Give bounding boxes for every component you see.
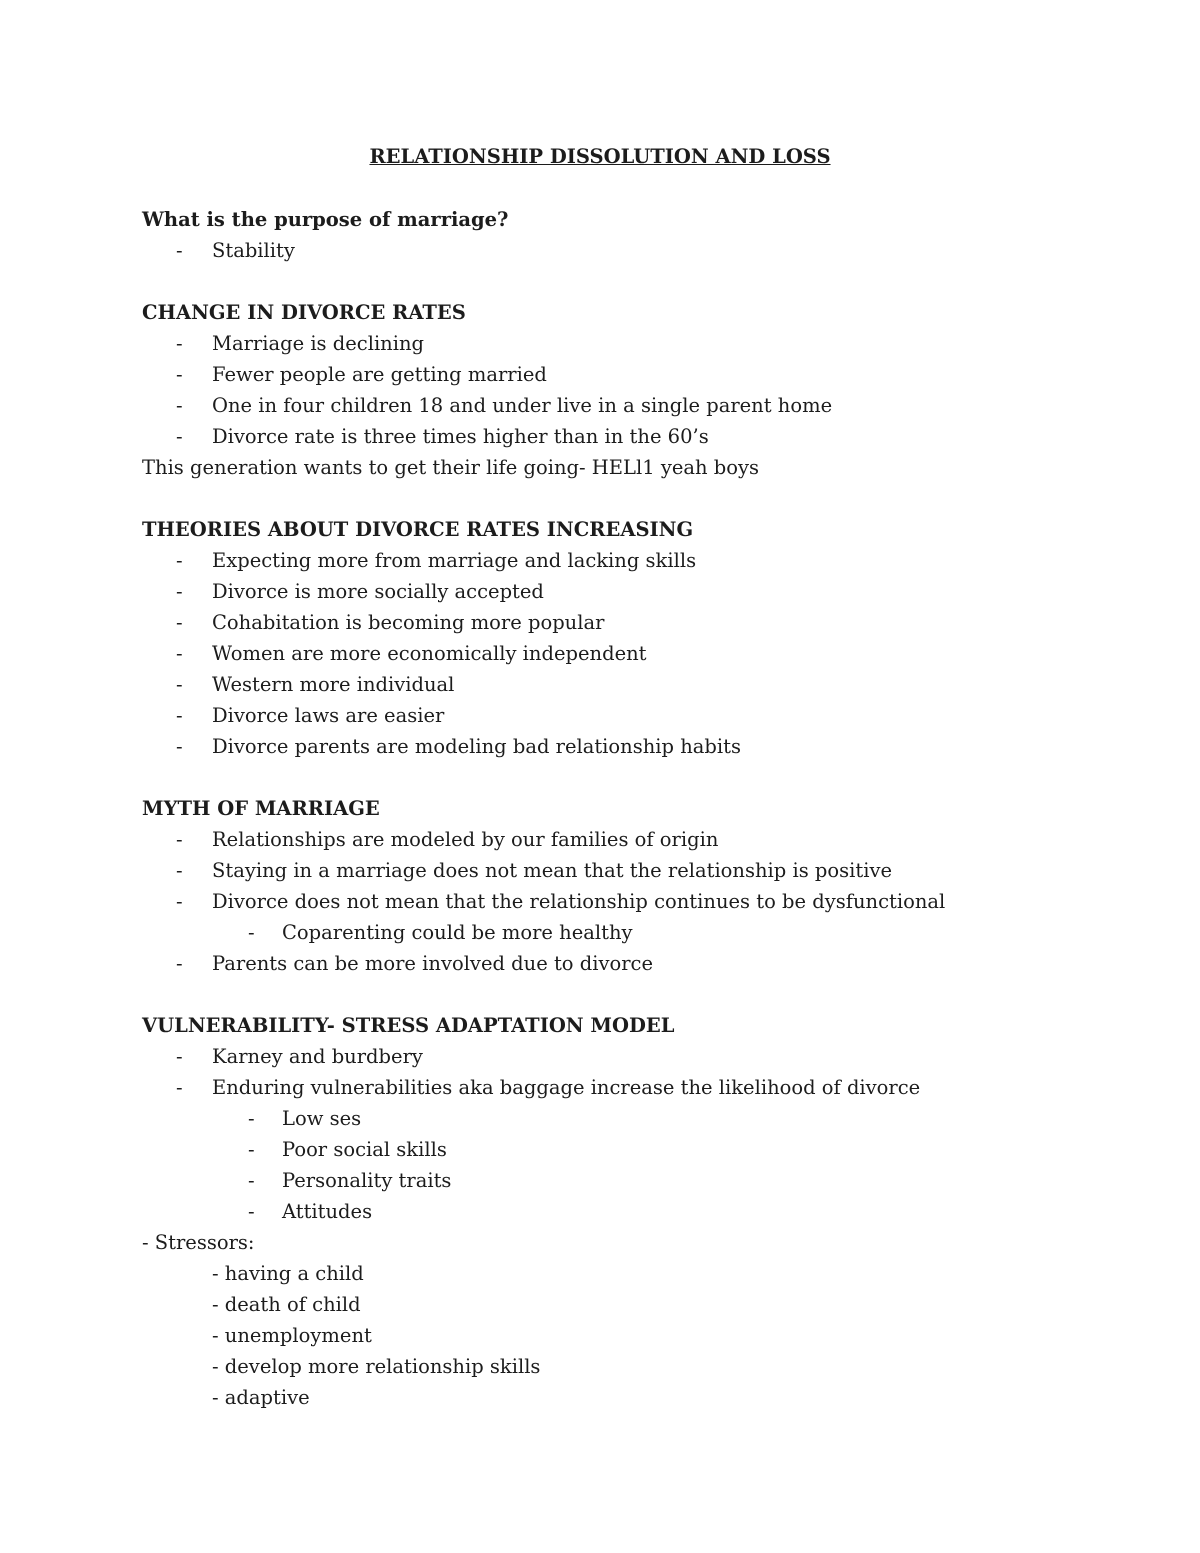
list-item: Relationships are modeled by our families of origin [212, 828, 719, 851]
stressor-item: - having a child [212, 1262, 364, 1285]
list-item: Staying in a marriage does not mean that the relationship is positive [212, 859, 892, 882]
bullet-dash: - [176, 549, 183, 572]
list-item: One in four children 18 and under live in a single parent home [212, 394, 833, 417]
bullet-dash: - [176, 394, 183, 417]
list-item: Expecting more from marriage and lacking skills [212, 549, 697, 572]
bullet-dash: - [176, 363, 183, 386]
bullet-dash: - [176, 642, 183, 665]
sub-list-item: Low ses [282, 1107, 362, 1130]
section-heading-vsa: VULNERABILITY- STRESS ADAPTATION MODEL [142, 1014, 675, 1037]
sub-list-item: Coparenting could be more healthy [282, 921, 633, 944]
section-heading-myth: MYTH OF MARRIAGE [142, 797, 380, 820]
sub-bullet-dash: - [248, 1107, 255, 1130]
list-item: Marriage is declining [212, 332, 425, 355]
list-item: Divorce is more socially accepted [212, 580, 544, 603]
list-item: Parents can be more involved due to divorce [212, 952, 653, 975]
bullet-dash: - [176, 239, 183, 262]
section-note: This generation wants to get their life going- HELl1 yeah boys [142, 456, 760, 479]
bullet-dash: - [176, 859, 183, 882]
bullet-dash: - [176, 580, 183, 603]
bullet-dash: - [176, 828, 183, 851]
bullet-dash: - [176, 673, 183, 696]
list-item: Stability [212, 239, 295, 262]
sub-bullet-dash: - [248, 1169, 255, 1192]
bullet-dash: - [176, 952, 183, 975]
bullet-dash: - [176, 425, 183, 448]
list-item: Fewer people are getting married [212, 363, 547, 386]
list-item: Women are more economically independent [212, 642, 647, 665]
list-item: Divorce does not mean that the relationship continues to be dysfunctional [212, 890, 946, 913]
stressor-item: - unemployment [212, 1324, 372, 1347]
section-heading-change: CHANGE IN DIVORCE RATES [142, 301, 466, 324]
bullet-dash: - [176, 1045, 183, 1068]
sub-list-item: Personality traits [282, 1169, 452, 1192]
sub-list-item: Poor social skills [282, 1138, 447, 1161]
sub-bullet-dash: - [248, 921, 255, 944]
list-item: Divorce parents are modeling bad relationship habits [212, 735, 741, 758]
bullet-dash: - [176, 332, 183, 355]
bullet-dash: - [176, 611, 183, 634]
section-heading-theories: THEORIES ABOUT DIVORCE RATES INCREASING [142, 518, 694, 541]
bullet-dash: - [176, 1076, 183, 1099]
document-title: RELATIONSHIP DISSOLUTION AND LOSS [369, 145, 831, 168]
list-item: Karney and burdbery [212, 1045, 423, 1068]
sub-bullet-dash: - [248, 1138, 255, 1161]
list-item: Divorce rate is three times higher than in the 60’s [212, 425, 709, 448]
stressor-item: - death of child [212, 1293, 361, 1316]
sub-bullet-dash: - [248, 1200, 255, 1223]
purpose-question: What is the purpose of marriage? [142, 208, 509, 231]
stressor-item: - develop more relationship skills [212, 1355, 541, 1378]
bullet-dash: - [176, 704, 183, 727]
list-item: Divorce laws are easier [212, 704, 445, 727]
stressors-label: - Stressors: [142, 1231, 255, 1254]
list-item: Enduring vulnerabilities aka baggage increase the likelihood of divorce [212, 1076, 921, 1099]
list-item: Cohabitation is becoming more popular [212, 611, 605, 634]
bullet-dash: - [176, 735, 183, 758]
sub-list-item: Attitudes [282, 1200, 373, 1223]
list-item: Western more individual [212, 673, 455, 696]
stressor-item: - adaptive [212, 1386, 310, 1409]
bullet-dash: - [176, 890, 183, 913]
